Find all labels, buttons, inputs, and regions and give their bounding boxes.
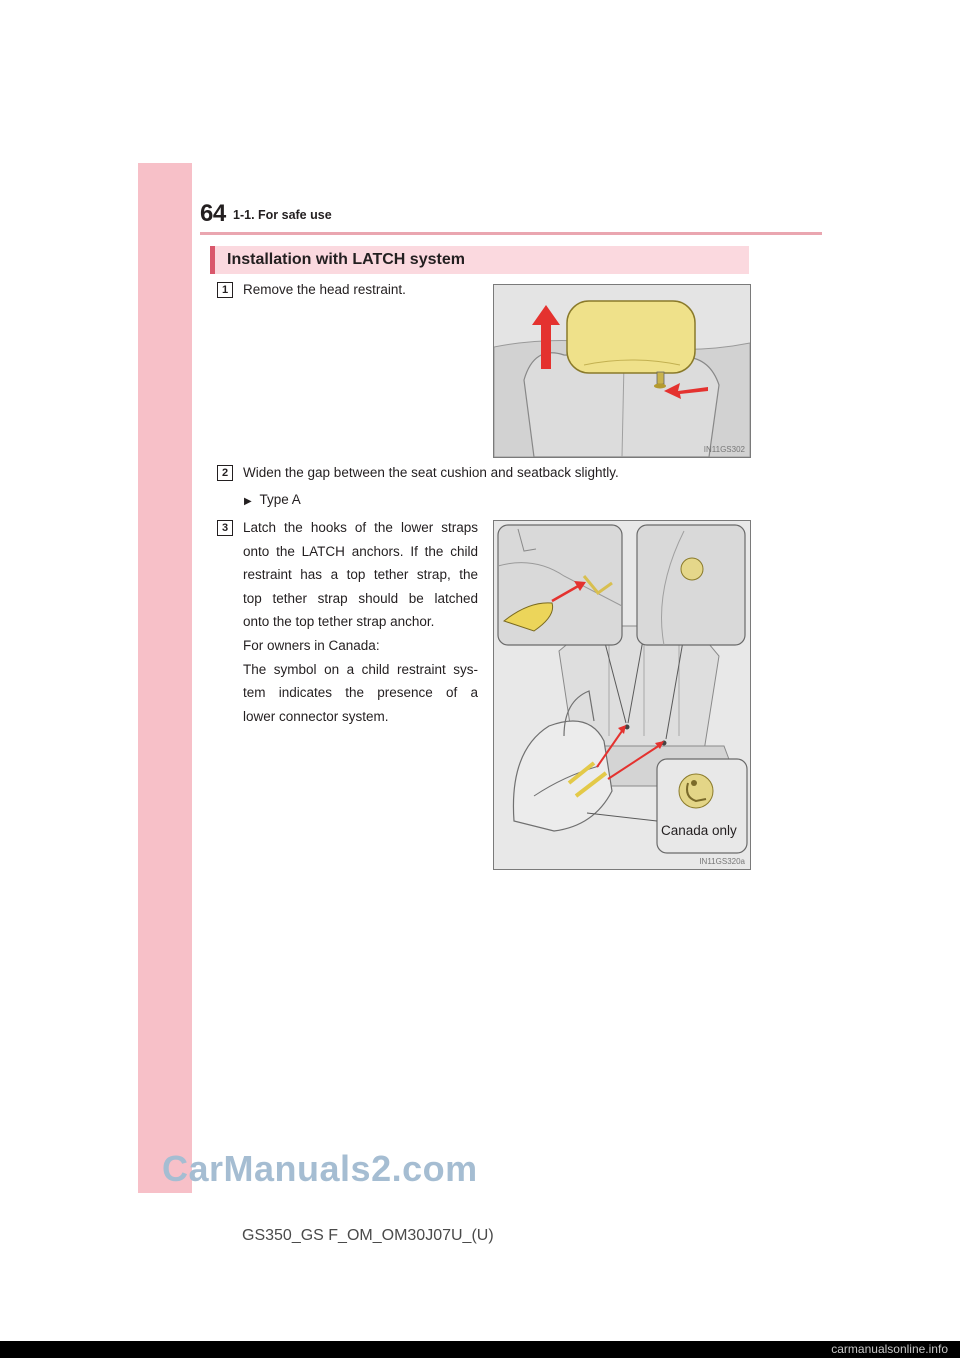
headrest-illustration — [494, 285, 750, 457]
type-label — [244, 488, 301, 514]
section-heading — [210, 246, 749, 274]
step-3-line: top tether strap should be latched — [243, 590, 478, 606]
step-2-text: Widen the gap between the seat cushion and seatback slightly. — [243, 465, 619, 480]
watermark-site: carmanualsonline.info — [831, 1342, 948, 1356]
header-divider — [200, 232, 822, 235]
step-3-line: Latch the hooks of the lower straps — [243, 520, 478, 535]
canada-note — [243, 634, 478, 728]
triangle-bullet-icon: ▶ — [244, 496, 252, 507]
canada-note-title: For owners in Canada: — [243, 638, 380, 653]
step-1-badge: 1 — [217, 282, 233, 298]
step-3-text — [243, 516, 478, 634]
section-title: 1-1. For safe use — [233, 208, 332, 222]
headrest-figure — [493, 284, 751, 458]
canada-only-label: Canada only — [661, 823, 737, 838]
step-2-badge: 2 — [217, 465, 233, 481]
sidebar-tab — [138, 163, 192, 1193]
footer-code: GS350_GS F_OM_OM30J07U_(U) — [242, 1227, 494, 1244]
step-1-text: Remove the head restraint. — [243, 282, 406, 297]
canada-note-line: The symbol on a child restraint sys- — [243, 661, 478, 677]
canada-note-line: lower connector system. — [243, 708, 389, 724]
step-3-line: onto the top tether strap anchor. — [243, 614, 435, 629]
figure-2-code: IN11GS320a — [699, 857, 745, 866]
latch-figure — [493, 520, 751, 870]
watermark: CarManuals2.com — [162, 1148, 478, 1189]
heading-text: Installation with LATCH system — [227, 251, 465, 268]
step-3-badge: 3 — [217, 520, 233, 536]
type-text: Type A — [259, 492, 301, 507]
page-number: 64 — [200, 200, 226, 227]
step-3-line: onto the LATCH anchors. If the child — [243, 543, 478, 559]
latch-illustration — [494, 521, 750, 869]
canada-note-line: tem indicates the presence of a — [243, 685, 478, 700]
figure-1-code: IN11GS302 — [703, 445, 745, 454]
step-3-line: restraint has a top tether strap, the — [243, 567, 478, 582]
